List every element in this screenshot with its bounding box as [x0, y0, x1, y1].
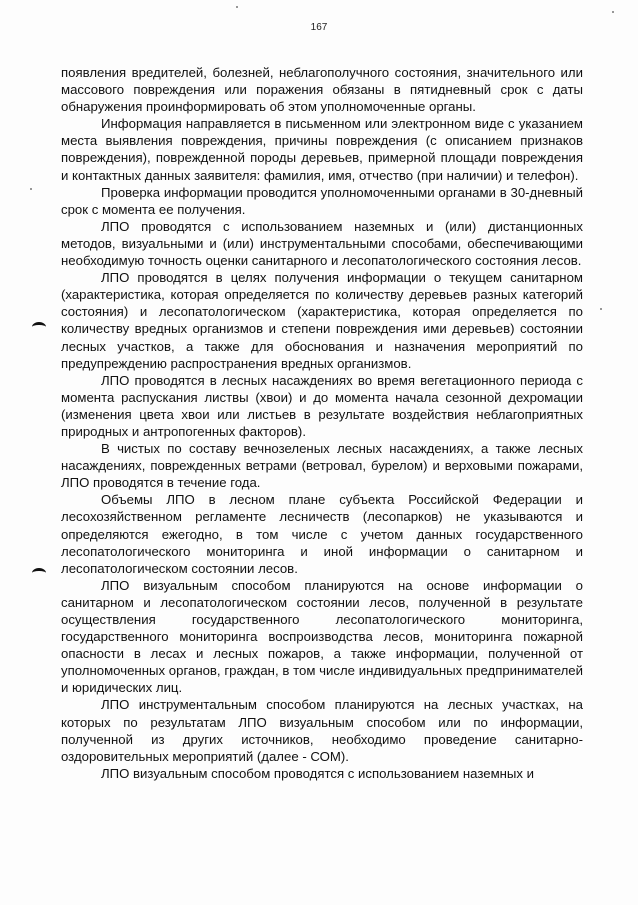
paragraph: В чистых по составу вечнозеленых лесных насаждениях, а также лесных насаждениях, поврежденных ветрами (ветровал, бурелом) и верховыми пожарами, ЛПО проводятся в течение года.: [61, 441, 583, 491]
paragraph: появления вредителей, болезней, неблагополучного состояния, значительного или массового повреждения или поражения обязаны в пятидневный срок с даты обнаружения проинформировать об этом уполномоченные органы.: [61, 65, 583, 115]
paragraph: ЛПО проводятся с использованием наземных и (или) дистанционных методов, визуальными и (или) инструментальными способами, обеспечивающими необходимую точность оценки санитарного и лесопатологического состояния лесов.: [61, 218, 583, 269]
paragraph: ЛПО визуальным способом планируются на основе информации о санитарном и лесопатологическом состоянии лесов, полученной в результате осуществления государственного лесопатологического мониторинга, государственного мониторинга воспроизводства лесов, мониторинга пожарной опасности в лесах и лесных пожаров, а также информации, полученной от уполномоченных органов, граждан, в том числе индивидуальных предпринимателей и юридических лиц.: [61, 577, 583, 696]
document-body: [61, 64, 583, 782]
scan-speck: [612, 11, 614, 13]
page-number: 167: [310, 22, 328, 33]
paragraph: Объемы ЛПО в лесном плане субъекта Российской Федерации и лесохозяйственном регламенте лесничеств (лесопарков) не указываются и определяются ежегодно, в том числе с учетом данных государственного лесопатологического мониторинга и иной информации о санитарном и лесопатологическом состоянии лесов.: [61, 492, 583, 576]
paragraph: ЛПО проводятся в целях получения информации о текущем санитарном (характеристика, которая определяется по количеству деревьев разных категорий состояния) и лесопатологическом (характеристика, которая определяется по количеству вредных организмов и степени повреждения ими деревьев) состоянии лесных участков, а также для обоснования и назначения мероприятий по предупреждению распространения вредных организмов.: [61, 270, 583, 371]
paragraph: Проверка информации проводится уполномоченными органами в 30-дневный срок с момента ее получения.: [61, 184, 583, 217]
scan-speck: [30, 188, 32, 190]
binder-hole-mark-bottom: [32, 568, 46, 578]
paragraph: ЛПО инструментальным способом планируются на лесных участках, на которых по результатам ЛПО визуальным способом или по информации, полученной из других источников, необходимо проведение санитарно-оздоровительных мероприятий (далее - СОМ).: [61, 697, 583, 764]
paragraph: ЛПО проводятся в лесных насаждениях во время вегетационного периода с момента распускания листвы (хвои) и до момента начала сезонной дехромации (изменения цвета хвои или листьев в результате воздействия неблагоприятных природных и антропогенных факторов).: [61, 372, 583, 439]
scan-speck: [236, 6, 238, 8]
binder-hole-mark-top: [32, 322, 46, 332]
paragraph: ЛПО визуальным способом проводятся с использованием наземных и: [101, 765, 535, 781]
paragraph: Информация направляется в письменном или электронном виде с указанием места выявления повреждения, причины повреждения (с описанием признаков повреждения), поврежденной породы деревьев, примерной площади повреждения и контактных данных заявителя: фамилия, имя, отчество (при наличии) и телефон).: [61, 116, 583, 183]
scan-speck: [600, 308, 602, 310]
